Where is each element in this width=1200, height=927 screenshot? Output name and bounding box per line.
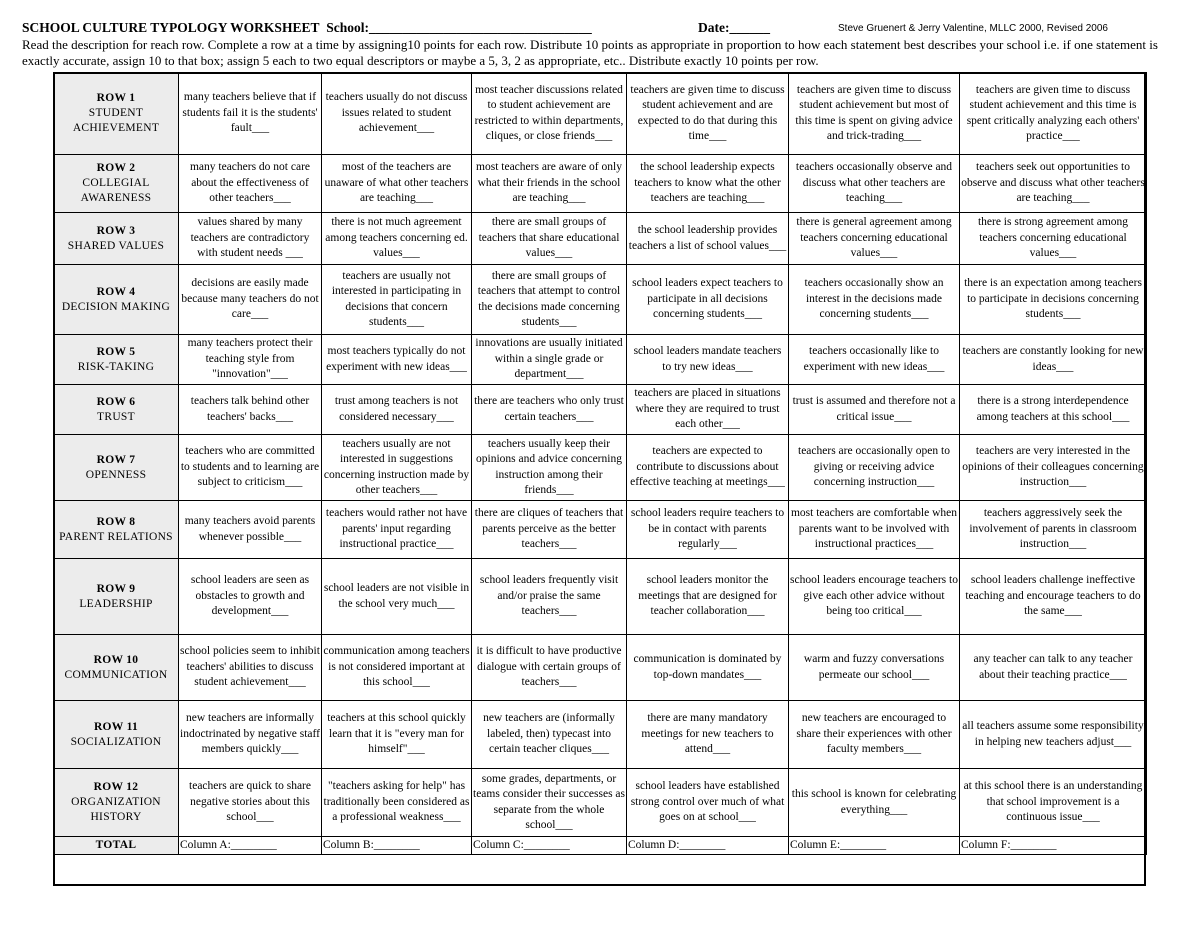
row-number: ROW 11 — [93, 720, 139, 733]
column-total-b[interactable]: Column B:________ — [322, 837, 472, 855]
descriptor-cell-a[interactable]: school leaders are seen as obstacles to growth and development___ — [179, 559, 322, 635]
descriptor-cell-e[interactable]: trust is assumed and therefore not a critical issue___ — [789, 385, 960, 435]
row-header — [54, 385, 179, 435]
descriptor-cell-e[interactable]: teachers occasionally like to experiment with new ideas___ — [789, 335, 960, 385]
row-number: ROW 12 — [93, 781, 139, 793]
descriptor-cell-c[interactable]: there are teachers who only trust certain teachers___ — [472, 385, 627, 435]
total-label: TOTAL — [54, 837, 179, 855]
descriptor-cell-b[interactable]: teachers are usually not interested in participating in decisions that concern students___ — [322, 265, 472, 335]
descriptor-cell-f[interactable]: any teacher can talk to any teacher about their teaching practice___ — [960, 635, 1147, 701]
descriptor-cell-c[interactable]: teachers usually keep their opinions and advice concerning instruction among their friends___ — [472, 435, 627, 501]
row-category: TRUST — [97, 410, 135, 423]
descriptor-cell-f[interactable]: teachers aggressively seek the involvement of parents in classroom instruction___ — [960, 501, 1147, 559]
row-header — [54, 335, 179, 385]
descriptor-cell-e[interactable]: there is general agreement among teachers concerning educational values___ — [789, 213, 960, 265]
descriptor-cell-c[interactable]: some grades, departments, or teams consider their successes as separate from the whole school___ — [472, 769, 627, 837]
descriptor-cell-e[interactable]: school leaders encourage teachers to give each other advice without being too critical___ — [789, 559, 960, 635]
column-total-f[interactable]: Column F:________ — [960, 837, 1147, 855]
instructions: Read the description for reach row. Complete a row at a time by assigning10 points for each row. Distribute 10 points as appropriate in proportion to how each statement best describes your school i.e. if one statement is exactly accurate, assign 10 to that box; assign 5 each to two equal descriptors or maybe a 5, 3, 2 as appropriate, etc.. Distribute exactly 10 points per row. — [22, 37, 1158, 68]
descriptor-cell-a[interactable]: teachers talk behind other teachers' backs___ — [179, 385, 322, 435]
descriptor-cell-b[interactable]: there is not much agreement among teachers concerning ed. values___ — [322, 213, 472, 265]
descriptor-cell-c[interactable]: there are small groups of teachers that share educational values___ — [472, 213, 627, 265]
descriptor-cell-e[interactable]: teachers are occasionally open to giving or receiving advice concerning instruction___ — [789, 435, 960, 501]
row-header — [54, 435, 179, 501]
row-header — [54, 559, 179, 635]
table-row — [54, 501, 1147, 559]
descriptor-cell-f[interactable]: school leaders challenge ineffective teaching and encourage teachers to do the same___ — [960, 559, 1147, 635]
descriptor-cell-d[interactable]: teachers are placed in situations where they are required to trust each other___ — [627, 385, 789, 435]
row-category: SOCIALIZATION — [70, 735, 162, 748]
row-category: PARENT RELATIONS — [59, 530, 173, 543]
school-field: _________________________________ — [368, 20, 592, 35]
descriptor-cell-a[interactable]: many teachers avoid parents whenever possible___ — [179, 501, 322, 559]
descriptor-cell-d[interactable]: there are many mandatory meetings for new teachers to attend___ — [627, 701, 789, 769]
descriptor-cell-c[interactable]: it is difficult to have productive dialogue with certain groups of teachers___ — [472, 635, 627, 701]
descriptor-cell-c[interactable]: innovations are usually initiated within a single grade or department___ — [472, 335, 627, 385]
descriptor-cell-d[interactable]: school leaders have established strong control over much of what goes on at school___ — [627, 769, 789, 837]
row-category: STUDENT ACHIEVEMENT — [72, 107, 160, 134]
row-category: DECISION MAKING — [61, 300, 171, 313]
descriptor-cell-b[interactable]: most of the teachers are unaware of what other teachers are teaching___ — [322, 155, 472, 213]
descriptor-cell-c[interactable]: most teacher discussions related to student achievement are restricted to within departments, cliques, or close friends___ — [472, 73, 627, 155]
school-label: School: — [326, 20, 369, 35]
table-row — [54, 213, 1147, 265]
descriptor-cell-d[interactable]: teachers are given time to discuss student achievement and are expected to do that during this time___ — [627, 73, 789, 155]
row-header — [54, 769, 179, 837]
descriptor-cell-c[interactable]: there are small groups of teachers that attempt to control the decisions made concerning students___ — [472, 265, 627, 335]
row-number: ROW 5 — [96, 345, 136, 358]
descriptor-cell-f[interactable]: there is strong agreement among teachers concerning educational values___ — [960, 213, 1147, 265]
table-row — [54, 335, 1147, 385]
author-credit: Steve Gruenert & Jerry Valentine, MLLC 2000, Revised 2006 — [838, 23, 1108, 34]
row-header — [54, 73, 179, 155]
row-category: COMMUNICATION — [64, 668, 168, 681]
descriptor-cell-e[interactable]: warm and fuzzy conversations permeate our school___ — [789, 635, 960, 701]
descriptor-cell-b[interactable]: most teachers typically do not experiment with new ideas___ — [322, 335, 472, 385]
row-header — [54, 635, 179, 701]
descriptor-cell-a[interactable]: many teachers protect their teaching style from "innovation"___ — [179, 335, 322, 385]
descriptor-cell-b[interactable]: communication among teachers is not considered important at this school___ — [322, 635, 472, 701]
table-row — [54, 385, 1147, 435]
row-number: ROW 9 — [96, 582, 136, 595]
descriptor-cell-d[interactable]: the school leadership provides teachers a list of school values___ — [627, 213, 789, 265]
table-body — [54, 73, 1147, 855]
row-header — [54, 213, 179, 265]
row-number: ROW 1 — [96, 92, 136, 104]
table-row — [54, 435, 1147, 501]
descriptor-cell-d[interactable]: communication is dominated by top-down mandates___ — [627, 635, 789, 701]
row-number: ROW 3 — [96, 224, 136, 237]
worksheet-title: SCHOOL CULTURE TYPOLOGY WORKSHEET School:_________________________________ — [22, 20, 592, 35]
table-row — [54, 635, 1147, 701]
descriptor-cell-f[interactable]: there is an expectation among teachers to participate in decisions concerning students___ — [960, 265, 1147, 335]
column-total-d[interactable]: Column D:________ — [627, 837, 789, 855]
row-header — [54, 265, 179, 335]
row-category: LEADERSHIP — [79, 597, 153, 610]
descriptor-cell-d[interactable]: school leaders require teachers to be in contact with parents regularly___ — [627, 501, 789, 559]
row-number: ROW 2 — [96, 162, 136, 174]
table-row — [54, 155, 1147, 213]
descriptor-cell-e[interactable]: teachers occasionally show an interest in the decisions made concerning students___ — [789, 265, 960, 335]
table-row — [54, 701, 1147, 769]
descriptor-cell-d[interactable]: teachers are expected to contribute to discussions about effective teaching at meetings___ — [627, 435, 789, 501]
descriptor-cell-a[interactable]: teachers are quick to share negative stories about this school___ — [179, 769, 322, 837]
typology-table — [53, 72, 1147, 855]
table-row — [54, 559, 1147, 635]
descriptor-cell-f[interactable]: teachers are very interested in the opinions of their colleagues concerning instruction___ — [960, 435, 1147, 501]
descriptor-cell-c[interactable]: new teachers are (informally labeled, then) typecast into certain teacher cliques___ — [472, 701, 627, 769]
descriptor-cell-f[interactable]: teachers seek out opportunities to observe and discuss what other teachers are teaching___ — [960, 155, 1147, 213]
descriptor-cell-a[interactable]: values shared by many teachers are contradictory with student needs ___ — [179, 213, 322, 265]
descriptor-cell-a[interactable]: many teachers do not care about the effectiveness of other teachers___ — [179, 155, 322, 213]
descriptor-cell-b[interactable]: "teachers asking for help" has traditionally been considered as a professional weakness___ — [322, 769, 472, 837]
descriptor-cell-f[interactable]: there is a strong interdependence among teachers at this school___ — [960, 385, 1147, 435]
worksheet-header — [22, 20, 1182, 38]
row-header — [54, 701, 179, 769]
column-total-a[interactable]: Column A:________ — [179, 837, 322, 855]
descriptor-cell-b[interactable]: teachers usually do not discuss issues related to student achievement___ — [322, 73, 472, 155]
row-number: ROW 4 — [96, 285, 136, 298]
row-category: RISK-TAKING — [77, 360, 155, 373]
date-label: Date: — [698, 20, 730, 35]
descriptor-cell-a[interactable]: many teachers believe that if students fail it is the students' fault___ — [179, 73, 322, 155]
descriptor-cell-b[interactable]: teachers usually are not interested in suggestions concerning instruction made by other teachers___ — [322, 435, 472, 501]
row-category: SHARED VALUES — [67, 239, 165, 252]
descriptor-cell-d[interactable]: school leaders monitor the meetings that are designed for teacher collaboration___ — [627, 559, 789, 635]
descriptor-cell-d[interactable]: school leaders mandate teachers to try new ideas___ — [627, 335, 789, 385]
descriptor-cell-b[interactable]: teachers at this school quickly learn that it is "every man for himself"___ — [322, 701, 472, 769]
descriptor-cell-f[interactable]: at this school there is an understanding that school improvement is a continuous issue___ — [960, 769, 1147, 837]
column-total-c[interactable]: Column C:________ — [472, 837, 627, 855]
descriptor-cell-e[interactable]: new teachers are encouraged to share their experiences with other faculty members___ — [789, 701, 960, 769]
row-category: COLLEGIAL AWARENESS — [80, 177, 152, 204]
descriptor-cell-e[interactable]: most teachers are comfortable when parents want to be involved with instructional practices___ — [789, 501, 960, 559]
total-row — [54, 837, 1147, 855]
row-header — [54, 155, 179, 213]
table-row — [54, 265, 1147, 335]
date-line — [698, 20, 770, 36]
row-number: ROW 10 — [93, 653, 139, 666]
row-category: ORGANIZATION HISTORY — [71, 796, 161, 823]
descriptor-cell-f[interactable]: teachers are given time to discuss student achievement and this time is spent critically analyzing each others' practice___ — [960, 73, 1147, 155]
descriptor-cell-b[interactable]: teachers would rather not have parents' input regarding instructional practice___ — [322, 501, 472, 559]
table-row — [54, 73, 1147, 155]
date-field: ______ — [729, 20, 770, 35]
descriptor-cell-a[interactable]: decisions are easily made because many teachers do not care___ — [179, 265, 322, 335]
column-total-e[interactable]: Column E:________ — [789, 837, 960, 855]
row-number: ROW 7 — [96, 453, 136, 466]
descriptor-cell-f[interactable]: teachers are constantly looking for new ideas___ — [960, 335, 1147, 385]
descriptor-cell-c[interactable]: there are cliques of teachers that parents perceive as the better teachers___ — [472, 501, 627, 559]
descriptor-cell-b[interactable]: school leaders are not visible in the school very much___ — [322, 559, 472, 635]
descriptor-cell-d[interactable]: the school leadership expects teachers to know what the other teachers are teaching___ — [627, 155, 789, 213]
descriptor-cell-e[interactable]: teachers occasionally observe and discuss what other teachers are teaching___ — [789, 155, 960, 213]
descriptor-cell-e[interactable]: teachers are given time to discuss student achievement but most of this time is spent on giving advice and trick-trading___ — [789, 73, 960, 155]
descriptor-cell-d[interactable]: school leaders expect teachers to participate in all decisions concerning students___ — [627, 265, 789, 335]
row-category: OPENNESS — [85, 468, 147, 481]
descriptor-cell-a[interactable]: school policies seem to inhibit teachers' abilities to discuss student achievement___ — [179, 635, 322, 701]
descriptor-cell-c[interactable]: school leaders frequently visit and/or praise the same teachers___ — [472, 559, 627, 635]
row-number: ROW 8 — [96, 515, 136, 528]
descriptor-cell-b[interactable]: trust among teachers is not considered necessary___ — [322, 385, 472, 435]
descriptor-cell-c[interactable]: most teachers are aware of only what their friends in the school are teaching___ — [472, 155, 627, 213]
table-row — [54, 769, 1147, 837]
row-header — [54, 501, 179, 559]
descriptor-cell-f[interactable]: all teachers assume some responsibility in helping new teachers adjust___ — [960, 701, 1147, 769]
descriptor-cell-a[interactable]: teachers who are committed to students and to learning are subject to criticism___ — [179, 435, 322, 501]
descriptor-cell-e[interactable]: this school is known for celebrating everything___ — [789, 769, 960, 837]
descriptor-cell-a[interactable]: new teachers are informally indoctrinated by negative staff members quickly___ — [179, 701, 322, 769]
row-number: ROW 6 — [96, 395, 136, 408]
